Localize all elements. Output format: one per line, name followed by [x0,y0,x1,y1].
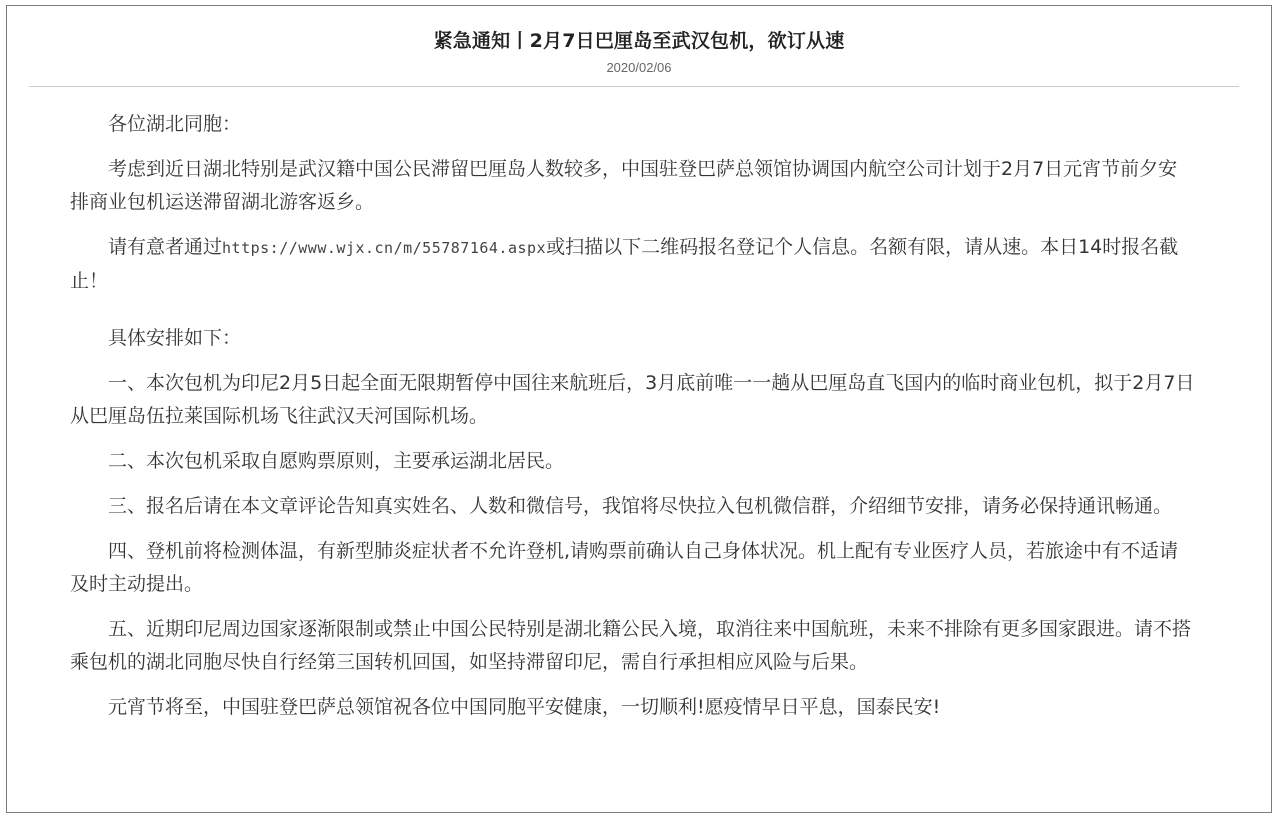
registration-text-before: 请有意者通过 [108,236,223,258]
registration-text-after: 或扫描以下二维码报名登记个人信息。名额有限，请从速。本日14时报名截止！ [70,236,1179,292]
arrangement-item-1: 一、本次包机为印尼2月5日起全面无限期暂停中国往来航班后，3月底前唯一一趟从巴厘岛直飞国内的临时商业包机，拟于2月7日从巴厘岛伍拉莱国际机场飞往武汉天河国际机场。 [70,372,1195,427]
article-title: 紧急通知丨2月7日巴厘岛至武汉包机，欲订从速 [433,30,845,52]
arrangement-item-4: 四、登机前将检测体温，有新型肺炎症状者不允许登机,请购票前确认自己身体状况。机上配有专业医疗人员，若旅途中有不适请及时主动提出。 [70,540,1179,595]
arrangement-item-2: 二、本次包机采取自愿购票原则，主要承运湖北居民。 [108,450,565,472]
arrangements-heading: 具体安排如下： [108,327,242,349]
article-header [7,6,1271,76]
intro-paragraph: 考虑到近日湖北特别是武汉籍中国公民滞留巴厘岛人数较多，中国驻登巴萨总领馆协调国内航空公司计划于2月7日元宵节前夕安排商业包机运送滞留湖北游客返乡。 [70,158,1178,213]
salutation: 各位湖北同胞： [108,113,242,135]
arrangement-item-5: 五、近期印尼周边国家逐渐限制或禁止中国公民特别是湖北籍公民入境，取消往来中国航班，未来不排除有更多国家跟进。请不搭乘包机的湖北同胞尽快自行经第三国转机回国，如坚持滞留印尼，需自行承担相应风险与后果。 [70,618,1192,673]
registration-paragraph [70,231,1195,298]
header-divider [29,86,1239,87]
publish-date: 2020/02/06 [606,60,672,75]
article-body [70,108,1195,724]
arrangement-item-3: 三、报名后请在本文章评论告知真实姓名、人数和微信号，我馆将尽快拉入包机微信群，介绍细节安排，请务必保持通讯畅通。 [108,495,1173,517]
registration-link[interactable]: https://www.wjx.cn/m/55787164.aspx [222,239,547,257]
closing-paragraph: 元宵节将至，中国驻登巴萨总领馆祝各位中国同胞平安健康，一切顺利!愿疫情早日平息，国泰民安! [108,696,941,718]
